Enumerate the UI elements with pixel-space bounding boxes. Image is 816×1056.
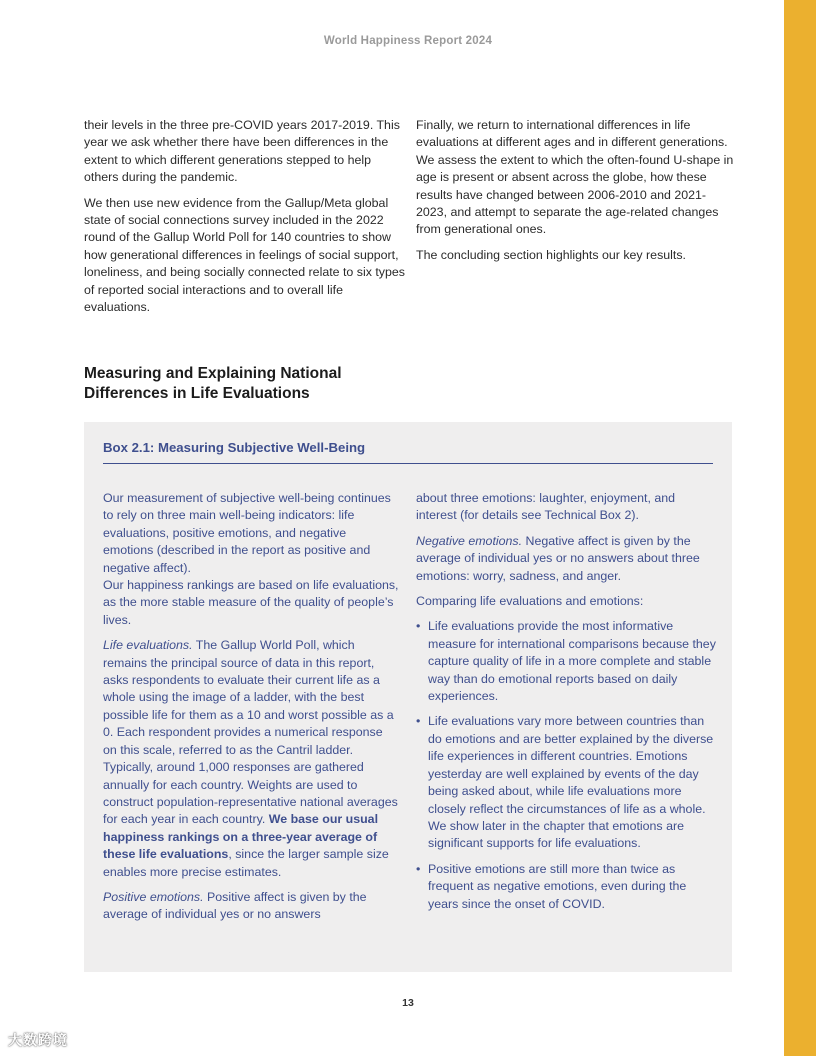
- box-right-column: [416, 490, 716, 921]
- list-item: • Life evaluations provide the most informative measure for international comparisons because they capture quality of life in a more complete and stable way than do emotional reports based on daily experiences.: [416, 619, 716, 704]
- section-heading: Measuring and Explaining National Differences in Life Evaluations: [84, 365, 342, 402]
- box-paragraph: Life evaluations. The Gallup World Poll, which remains the principal source of data in this report, asks respondents to evaluate their current life as a whole using the image of a ladder, with the best possible life for them as a 10 and worst possible as a 0. Each respondent provides a numerical response on this scale, referred to as the Cantril ladder. Typically, around 1,000 responses are gathered annually for each country. Weights are used to construct population-representative national averages for each year in each country. We base our usual happiness rankings on a three-year average of these life evaluations, since the larger sample size enables more precise estimates.: [103, 638, 398, 879]
- bullet-icon: •: [416, 861, 421, 876]
- intro-left-column: [84, 117, 406, 324]
- intro-right-column: [416, 117, 734, 272]
- box-paragraph: Comparing life evaluations and emotions:: [416, 594, 644, 609]
- list-item: • Positive emotions are still more than twice as frequent as negative emotions, even during the years since the onset of COVID.: [416, 861, 687, 911]
- box-paragraph: about three emotions: laughter, enjoyment, and interest (for details see Technical Box 2).: [416, 491, 675, 523]
- box-left-column: [103, 490, 399, 932]
- bullet-icon: •: [416, 714, 421, 729]
- box-title: Box 2.1: Measuring Subjective Well-Being: [103, 440, 713, 464]
- intro-paragraph: Finally, we return to international differences in life evaluations at different ages and in different generations. We assess the extent to which the often-found U-shape in age is present or absent across the globe, how these results have changed between 2006-2010 and 2021-2023, and attempt to separate the age-related changes from generational ones.: [416, 118, 734, 237]
- intro-paragraph: The concluding section highlights our key results.: [416, 247, 686, 262]
- bullet-icon: •: [416, 619, 421, 634]
- watermark: 大数跨境: [8, 1032, 68, 1048]
- accent-stripe: [784, 0, 816, 1056]
- intro-paragraph: We then use new evidence from the Gallup/Meta global state of social connections survey included in the 2022 round of the Gallup World Poll for 140 countries to show how generational differences in feelings of social support, loneliness, and being socially connected relate to six types of reported social interactions and to overall life evaluations.: [84, 195, 405, 315]
- bullet-list: [416, 618, 716, 913]
- list-item: • Life evaluations vary more between countries than do emotions and are better explained by the diverse life experiences in different countries. Emotions yesterday are well explained by events of the day being asked about, while life evaluations more closely reflect the circumstances of life as a whole. We show later in the chapter that emotions are significant supports for life evaluations.: [416, 714, 714, 851]
- box-paragraph: Our measurement of subjective well-being continues to rely on three main well-being indicators: life evaluations, positive emotions, and negative emotions (described in the report as positive and negative affect). Our happiness rankings are based on life evaluations, as the more stable measure of the quality of people’s lives.: [103, 491, 399, 627]
- page-number: 13: [402, 997, 414, 1009]
- box-paragraph: Negative emotions. Negative affect is given by the average of individual yes or no answers about three emotions: worry, sadness, and anger.: [416, 533, 700, 583]
- intro-paragraph: their levels in the three pre-COVID years 2017-2019. This year we ask whether there have been differences in the extent to which different generations stepped to help others during the pandemic.: [84, 118, 400, 185]
- info-box: [84, 422, 732, 972]
- box-paragraph: Positive emotions. Positive affect is given by the average of individual yes or no answers: [103, 889, 367, 922]
- running-header: World Happiness Report 2024: [323, 35, 493, 47]
